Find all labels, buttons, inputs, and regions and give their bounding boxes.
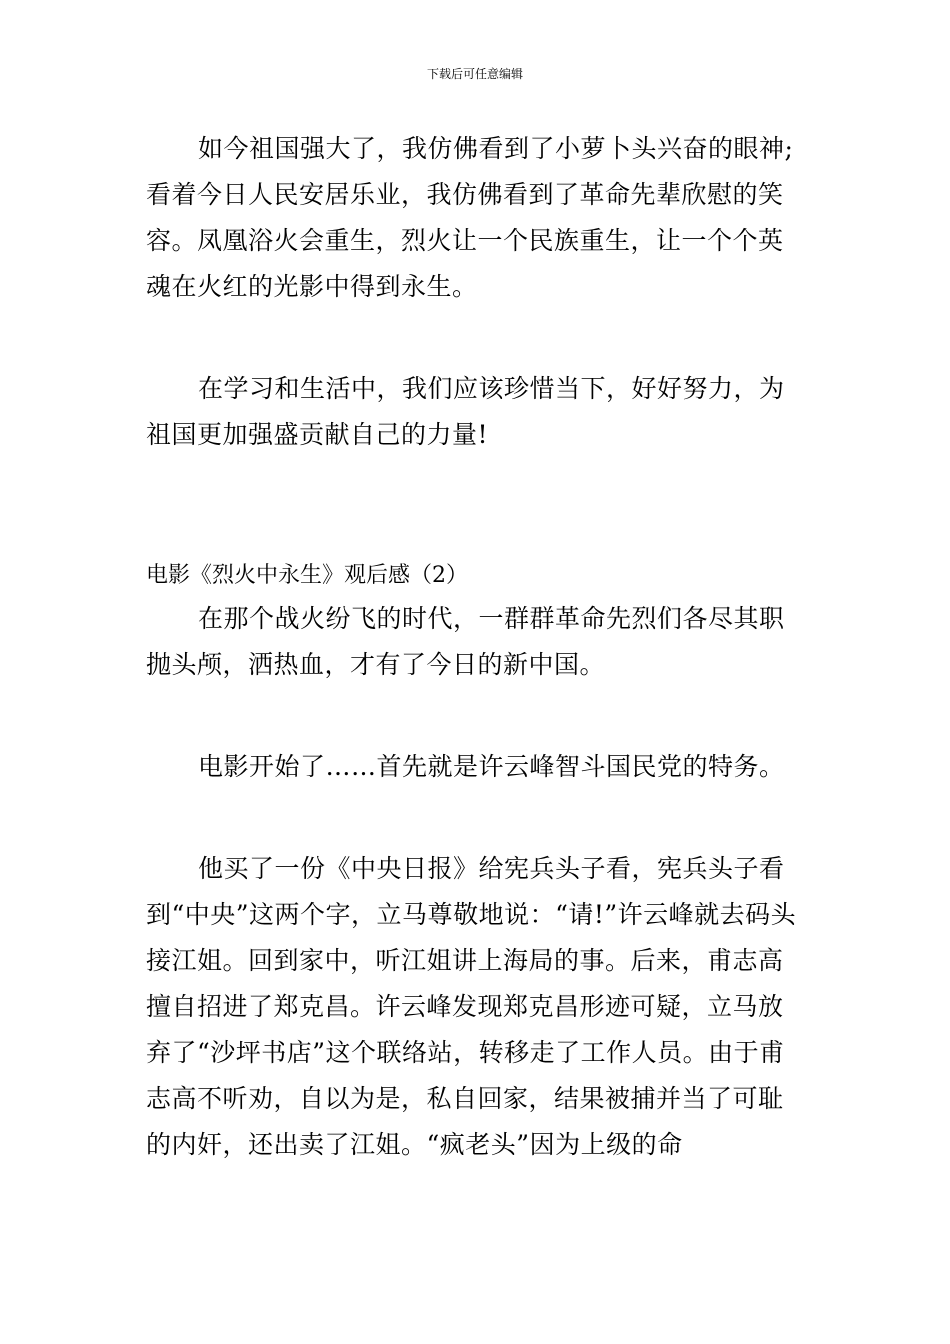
page-header-note: 下载后可任意编辑 [426,67,523,81]
section-title: 电影《烈火中永生》观后感（2） [146,563,468,588]
paragraph-2: 在学习和生活中，我们应该珍惜当下，好好努力，为祖国更加强盛贡献自己的力量! [146,374,785,449]
paragraph-3: 在那个战火纷飞的时代，一群群革命先烈们各尽其职抛头颅，洒热血，才有了今日的新中国。 [146,604,785,679]
paragraph-1: 如今祖国强大了，我仿佛看到了小萝卜头兴奋的眼神;看着今日人民安居乐业，我仿佛看到了革命先辈欣慰的笑容。凤凰浴火会重生，烈火让一个民族重生，让一个个英魂在火红的光影中得到永生。 [146,134,794,301]
paragraph-5: 他买了一份《中央日报》给宪兵头子看，宪兵头子看到“中央”这两个字，立马尊敬地说：“请!”许云峰就去码头接江姐。回到家中，听江姐讲上海局的事。后来，甫志高擅自招进了郑克昌。许云峰发现郑克昌形迹可疑，立马放弃了“沙坪书店”这个联络站，转移走了工作人员。由于甫志高不听劝，自以为是，私自回家，结果被捕并当了可耻的内奸，还出卖了江姐。“疯老头”因为上级的命 [146,854,797,1159]
paragraph-4: 电影开始了……首先就是许云峰智斗国民党的特务。 [198,752,785,781]
document-body [146,126,808,1168]
